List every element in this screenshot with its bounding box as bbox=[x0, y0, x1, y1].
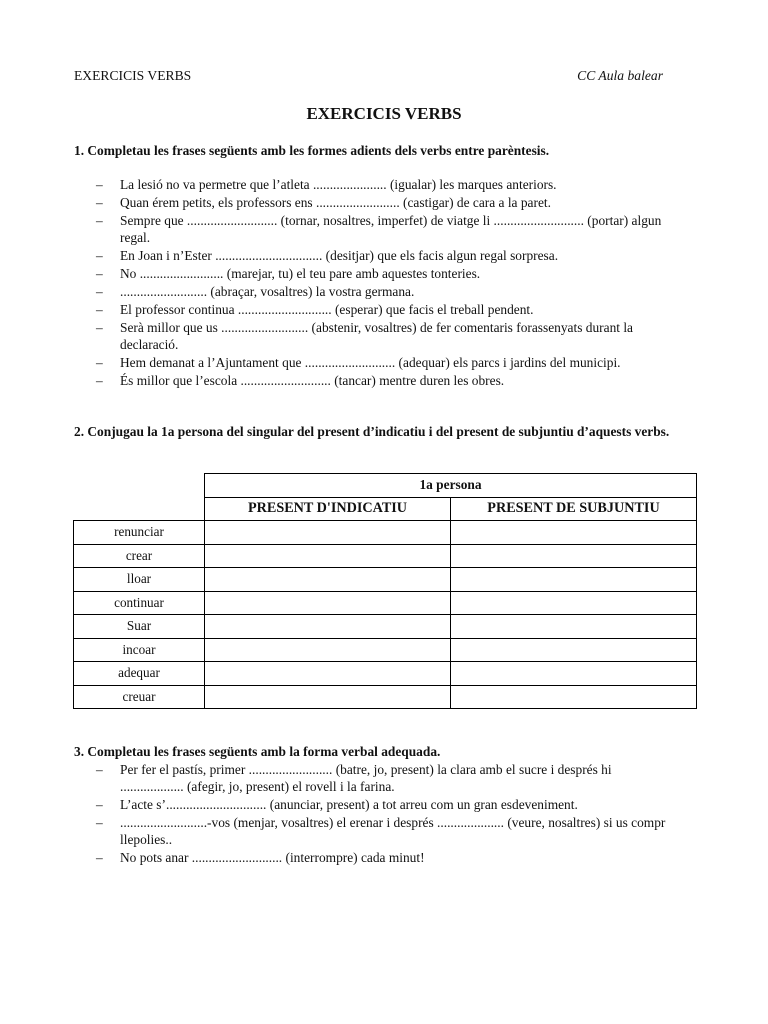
table-header-subjuntiu: PRESENT DE SUBJUNTIU bbox=[451, 497, 697, 521]
verb-cell: lloar bbox=[74, 568, 205, 592]
list-item: – Quan érem petits, els professors ens ......................... (castigar) de cara a la paret. bbox=[96, 194, 670, 211]
table-header-indicatiu: PRESENT D'INDICATIU bbox=[205, 497, 451, 521]
table-row bbox=[74, 685, 697, 709]
verb-cell: renunciar bbox=[74, 521, 205, 545]
list-item: – La lesió no va permetre que l’atleta ...................... (igualar) les marques anteriors. bbox=[96, 176, 670, 193]
header-title: EXERCICIS VERBS bbox=[74, 68, 192, 83]
list-item: – El professor continua ............................ (esperar) que facis el treball pendent. bbox=[96, 301, 670, 318]
section1-heading: 1. Completau les frases següents amb les formes adients dels verbs entre parèntesis. bbox=[74, 143, 550, 158]
verb-cell: creuar bbox=[74, 685, 205, 709]
list-item: – Hem demanat a l’Ajuntament que ........................... (adequar) els parcs i jardins del municipi. bbox=[96, 354, 670, 371]
answer-cell[interactable] bbox=[451, 638, 697, 662]
list-item: – És millor que l’escola ........................... (tancar) mentre duren les obres. bbox=[96, 372, 670, 389]
header-source: CC Aula balear bbox=[577, 68, 663, 83]
answer-cell[interactable] bbox=[451, 521, 697, 545]
verb-cell: incoar bbox=[74, 638, 205, 662]
answer-cell[interactable] bbox=[205, 521, 451, 545]
answer-cell[interactable] bbox=[451, 615, 697, 639]
answer-cell[interactable] bbox=[205, 638, 451, 662]
table-row bbox=[74, 638, 697, 662]
verb-cell: Suar bbox=[74, 615, 205, 639]
answer-cell[interactable] bbox=[451, 544, 697, 568]
table-corner bbox=[74, 497, 205, 521]
answer-cell[interactable] bbox=[451, 685, 697, 709]
list-item: – Sempre que ........................... (tornar, nosaltres, imperfet) de viatge li ........................... (portar) algun regal. bbox=[96, 212, 670, 246]
answer-cell[interactable] bbox=[451, 591, 697, 615]
conjugation-table bbox=[73, 473, 697, 709]
answer-cell[interactable] bbox=[205, 591, 451, 615]
list-item: – En Joan i n’Ester ................................ (desitjar) que els facis algun regal sorpresa. bbox=[96, 247, 670, 264]
list-item: – Per fer el pastís, primer ......................... (batre, jo, present) la clara amb el sucre i després hi ................... (afegir, jo, present) el rovell i la farina. bbox=[96, 761, 670, 795]
verb-cell: adequar bbox=[74, 662, 205, 686]
table-row bbox=[74, 615, 697, 639]
table-row bbox=[74, 544, 697, 568]
section1-list bbox=[96, 176, 670, 390]
list-item: – .......................... (abraçar, vosaltres) la vostra germana. bbox=[96, 283, 670, 300]
table-row bbox=[74, 662, 697, 686]
list-item: – ..........................-vos (menjar, vosaltres) el erenar i després .................... (veure, nosaltres) si us compr llepolies.. bbox=[96, 814, 670, 848]
list-item: – No ......................... (marejar, tu) el teu pare amb aquestes tonteries. bbox=[96, 265, 670, 282]
section3-heading: 3. Completau les frases següents amb la forma verbal adequada. bbox=[74, 744, 441, 759]
table-group-header: 1a persona bbox=[205, 474, 697, 498]
answer-cell[interactable] bbox=[451, 662, 697, 686]
section2-heading: 2. Conjugau la 1a persona del singular del present d’indicatiu i del present de subjuntiu d’aquests verbs. bbox=[74, 424, 670, 439]
answer-cell[interactable] bbox=[205, 568, 451, 592]
verb-cell: crear bbox=[74, 544, 205, 568]
answer-cell[interactable] bbox=[205, 615, 451, 639]
table-row bbox=[74, 591, 697, 615]
verb-cell: continuar bbox=[74, 591, 205, 615]
answer-cell[interactable] bbox=[205, 685, 451, 709]
list-item: – L’acte s’.............................. (anunciar, present) a tot arreu com un gran esdeveniment. bbox=[96, 796, 670, 813]
table-corner bbox=[74, 474, 205, 498]
answer-cell[interactable] bbox=[205, 544, 451, 568]
table-row bbox=[74, 521, 697, 545]
answer-cell[interactable] bbox=[205, 662, 451, 686]
list-item: – No pots anar ........................... (interrompre) cada minut! bbox=[96, 849, 670, 866]
list-item: – Serà millor que us .......................... (abstenir, vosaltres) de fer comentaris forassenyats durant la declaració. bbox=[96, 319, 670, 353]
section3-list bbox=[96, 761, 670, 867]
page-title: EXERCICIS VERBS bbox=[306, 104, 462, 123]
table-row bbox=[74, 568, 697, 592]
answer-cell[interactable] bbox=[451, 568, 697, 592]
